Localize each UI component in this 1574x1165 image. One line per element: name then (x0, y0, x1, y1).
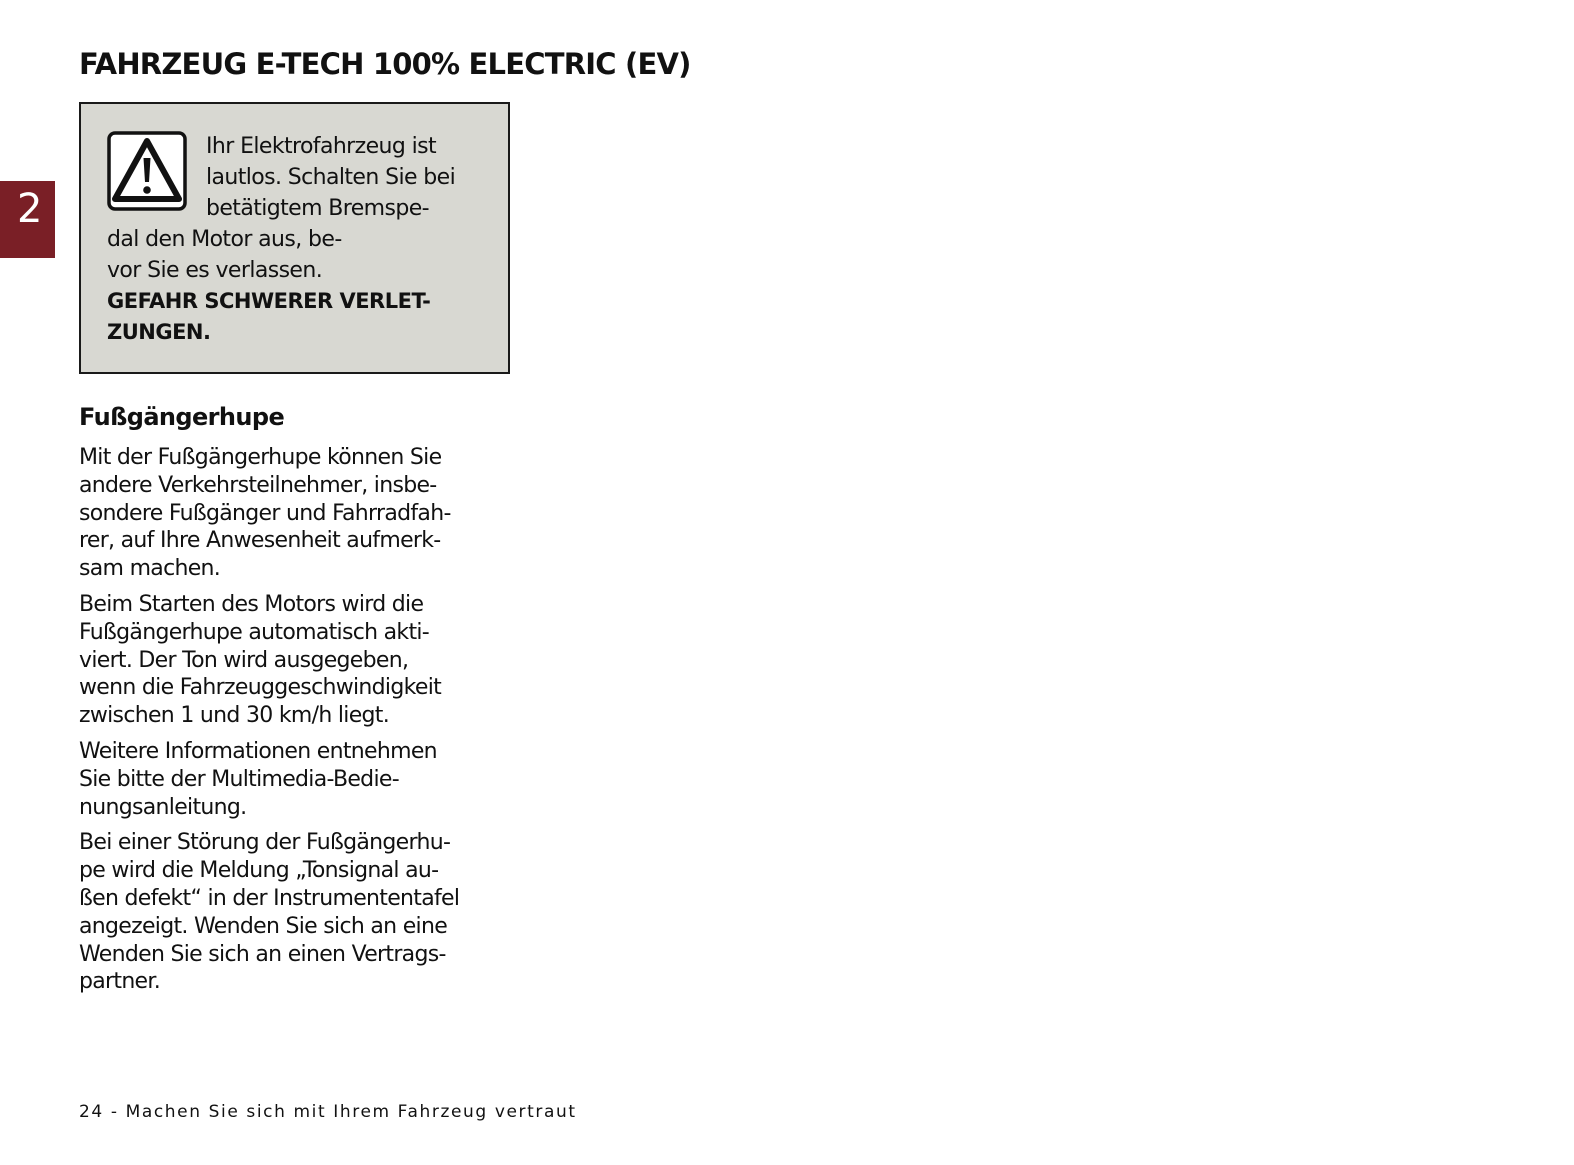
text-line: nungsanleitung. (79, 794, 247, 820)
text-line: viert. Der Ton wird ausgegeben, (79, 647, 409, 673)
warning-text-line: vor Sie es verlassen. (107, 258, 323, 283)
chapter-tab: 2 (0, 181, 55, 258)
paragraph-more-info (79, 738, 519, 821)
text-line: angezeigt. Wenden Sie sich an eine (79, 913, 448, 939)
text-line: Wenden Sie sich an einen Vertrags- (79, 941, 446, 967)
text-line: andere Verkehrsteilnehmer, insbe- (79, 472, 437, 498)
warning-text-line: dal den Motor aus, be- (107, 227, 342, 252)
warning-box (79, 102, 510, 374)
text-line: Mit der Fußgängerhupe können Sie (79, 445, 442, 470)
warning-danger-line: ZUNGEN. (107, 320, 211, 344)
text-line: sam machen. (79, 556, 221, 582)
paragraph-malfunction (79, 829, 519, 996)
text-line: wenn die Fahrzeuggeschwindigkeit (79, 675, 442, 701)
warning-danger-line: GEFAHR SCHWERER VERLET- (107, 289, 431, 313)
text-line: pe wird die Meldung „Tonsignal au- (79, 858, 439, 884)
text-line: Bei einer Störung der Fußgängerhu- (79, 830, 451, 856)
text-line: Beim Starten des Motors wird die (79, 591, 424, 617)
page-footer: 24 - Machen Sie sich mit Ihrem Fahrzeug vertraut (79, 1102, 577, 1122)
text-line: rer, auf Ihre Anwesenheit aufmerk- (79, 528, 441, 554)
warning-text-line: betätigtem Bremspe- (206, 196, 430, 221)
text-line: ßen defekt“ in der Instrumententafel (79, 885, 460, 911)
text-line: Fußgängerhupe automatisch akti- (79, 619, 430, 645)
text-line: sondere Fußgänger und Fahrradfah- (79, 500, 451, 526)
paragraph-activation (79, 591, 519, 730)
section-heading: Fußgängerhupe (79, 403, 285, 431)
section-body (79, 444, 519, 1004)
text-line: Weitere Informationen entnehmen (79, 738, 437, 764)
warning-text-line: Ihr Elektrofahrzeug ist (206, 134, 437, 159)
text-line: zwischen 1 und 30 km/h liegt. (79, 703, 390, 729)
text-line: Sie bitte der Multimedia-Bedie- (79, 766, 399, 792)
warning-text-line: lautlos. Schalten Sie bei (206, 165, 456, 190)
page-title: FAHRZEUG E-TECH 100% ELECTRIC (EV) (79, 47, 691, 81)
warning-triangle-icon (107, 131, 187, 211)
text-line: partner. (79, 969, 161, 995)
paragraph-pedestrian-horn-purpose (79, 444, 519, 583)
